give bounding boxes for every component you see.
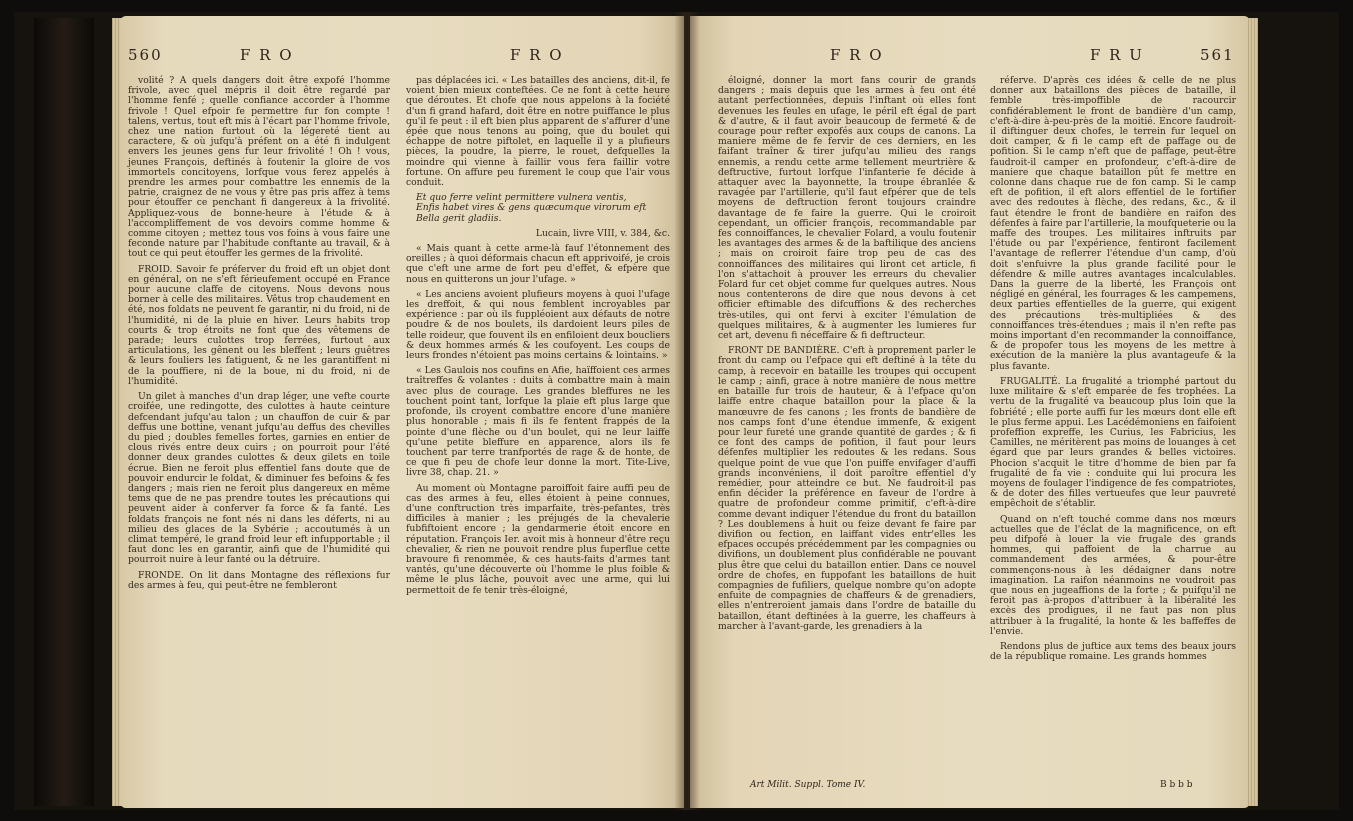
right-column-2 [990,76,1236,667]
signature-mark: B b b b [1160,780,1193,790]
left-page [120,16,684,808]
left-column-1 [128,76,390,596]
paragraph: réferve. D'après ces idées & celle de ne plus donner aux bataillons des pièces de bataille, il femble très-impoffible de racourcir confidérablement le front de bandière d'un camp, c'eft-à-dire à-peu-près de la moitié. Encore faudroit-il diftinguer deux chofes, le terrein fur lequel on doit camper, & fi le camp eft de paffage ou de pofition. Si le camp n'eft que de paffage, peut-être faudroit-il camper en profondeur, c'eft-à-dire de maniere que chaque bataillon pût fe mettre en colonne dans chaque rue de fon camp. Si le camp eft de pofition, il eft alors effentiel de le fortifier avec des redoutes à flèche, des redans, &c., & il faut étendre le front de bandière en raifon des défenfes à faire par l'artillerie, la moufqueterie ou la maffe des troupes. Les militaires inftruits par l'étude ou par l'expérience, fentiront facilement l'avantage de reflerrer l'étendue d'un camp, d'où doit s'enfuivre la plus grande facilité pour le défendre & mille autres avantages incalculables. Dans la guerre de la liberté, les François ont négligé en général, les fourrages & les campemens, deux parties effentielles de la guerre, qui exigent des précautions très-multipliées & des connoiffances très-étendues ; mais il n'en refte pas moins important d'en recommander la connoiffance, & de propofer tous les moyens de les mettre à exécution de la manière la plus avantageufe & la plus favante. [990,75,1236,372]
paragraph: Rendons plus de juftice aux tems des beaux jours de la république romaine. Les grands hommes [990,640,1236,663]
paragraph: FRONDE. On lit dans Montagne des réflexions fur des armes à feu, qui peut-être ne fembleront [128,569,390,591]
right-page-edges [1248,18,1258,806]
paragraph: Quand on n'eft touché comme dans nos mœurs actuelles que de l'éclat de la magnificence, on eft peu difpofé à louer la vie frugale des grands hommes, qui paffoient de la charrue au commandement des armées, & pour-être commençons-nous à les dédaigner dans notre imagination. La raifon néanmoins ne voudroit pas que nous en jugeaffions de la forte ; & puifqu'il ne feroit pas à-propos d'attribuer à la libéralité les excès des prodigues, il ne faut pas non plus attribuer à la frugalité, la honte & les baffeffes de l'envie. [990,513,1236,637]
paragraph: FROID. Savoir fe préferver du froid eft un objet dont en général, on ne s'eft férieufement occupé en France pour aucune claffe de citoyens. Nous devons nous borner à celle des militaires. Vêtus trop chaudement en été, nos foldats ne peuvent fe garantir, ni du froid, ni de l'humidité, ni de la pluie en hiver. Leurs habits trop courts & trop étroits ne font que des vêtemens de parade; leurs culottes trop ferrées, furtout aux articulations, les gênent ou les bleffent ; leurs guêtres & leurs fouliers les fatiguent, & ne les garantiffent ni de la pouffiere, ni de la boue, ni du froid, ni de l'humidité. [128,263,390,387]
left-running-head-2: F R O [510,46,564,64]
paragraph: FRONT DE BANDIÈRE. C'eft à proprement parler le front du camp ou l'efpace qui eft deftiné à la tête du camp, à recevoir en bataille les troupes qui occupent le camp ; ainfi, grace à notre manière de nous mettre en bataille fur trois de hauteur, & à l'efpace qu'on laiffe entre chaque bataillon pour la place & la manœuvre de fes canons ; les fronts de bandière de nos camps font d'une étendue immenfe, & exigent pour leur fureté une grande quantité de gardes ; & fi ce font des camps de pofition, il faut pour leurs défenfes multiplier les redoutes & les redans. Sous quelque point de vue que l'on puiffe envifager d'auffi grands inconvéniens, il doit paroître effentiel d'y remédier, pour atteindre ce but. Ne faudroit-il pas enfin décider la préférence en faveur de l'ordre à quatre de profondeur comme primitif, c'eft-à-dire comme devant indiquer l'étendue du front du bataillon ? Les doublemens à huit ou feize devant fe faire par divifion ou fection, en laiffant vides entr'elles les efpaces occupés précédemment par les compagnies ou divifions, un doublement plus confidérable ne pouvant plus être que celui du bataillon entier. Dans ce nouvel ordre de chofes, en fuppofant les bataillons de huit compagnies de fufiliers, quelque nombre qu'on adopte enfuite de compagnies de chaffeurs & de grenadiers, elles n'entreroient jamais dans l'ordre de bataille du bataillon, étant deftinées à la guerre, les chaffeurs à marcher à l'avant-garde, les grenadiers à la [718,345,976,632]
citation: Lucain, livre VIII, v. 384, &c. [535,227,670,239]
paragraph: « Les anciens avoient plufieurs moyens à quoi l'ufage les dreffoit, & qui nous femblent incroyables par expérience : par où ils fuppléoient aux défauts de notre poudre & de nos boulets, ils dardoient leurs piles de telle roideur, que fouvent ils en enfiloient deux boucliers & deux hommes armés & les coufoyent. Les coups de leurs frondes n'étoient pas moins certains & lointains. » [406,288,670,362]
paragraph: éloigné, donner la mort fans courir de grands dangers ; mais depuis que les armes à feu ont été autant perfectionnées, depuis l'inftant où elles font devenues les feules en ufage, le péril eft égal de part & d'autre, & il faut avoir beaucoup de fermeté & de courage pour refter expofés aux coups de canons. La maniere même de fe fervir de ces derniers, en les faifant traîner & tirer jufqu'au milieu des rangs ennemis, a rendu cette arme tellement meurtrière & deftructive, furtout lorfque l'infanterie fe décide à attaquer avec la bayonnette, la troupe ébranlée & ravagée par l'artillerie, qu'il faut efpérer que de tels moyens de deftruction feront toujours craindre davantage de fe faire la guerre. Qui le croiroit cependant, un officier françois, recommandable par fes connoiffances, le chevalier Folard, a voulu foutenir les avantages des armes & de la baftilique des anciens ; mais on croiroit faire trop peu de cas des connoiffances des militaires qui liront cet article, fi l'on s'attachoit à prouver les erreurs du chevalier Folard fur cet objet comme fur quelques autres. Nous nous contenterons de dire que nous devons à cet officier eftimable des difcuffions & des recherches très-utiles, qui ont fervi à exciter l'émulation de quelques militaires, & à augmenter les lumieres fur cet art, devenu fi néceffaire & fi deftructeur. [718,75,976,342]
right-page [690,16,1250,808]
paragraph: Au moment où Montagne paroiffoit faire auffi peu de cas des armes à feu, elles étoient à peine connues, d'une conftruction très imparfaite, très-pefantes, très difficiles à manier ; les préjugés de la chevalerie fubfiftoient encore ; la gendarmerie étoit encore en réputation. François Ier. avoit mis à honneur d'être reçu chevalier, & rien ne pouvoit rendre plus fuperflue cette bravoure fi renommée, & ces hauts-faits d'armes tant vantés, qu'une découverte où l'homme le plus foible & même le plus lâche, pouvoit avec une arme, qui lui permettoit de fe tenir très-éloigné, [406,482,670,596]
paragraph: volité ? A quels dangers doit être expofé l'homme frivole, avec quel mépris il doit être regardé par l'homme fenfé ; quelle confiance accorder à l'homme frivole ! Quel efpoir fe permettre fur fon compte ! talens, vertus, tout eft mis à l'écart par l'homme frivole, chez une nation furtout où la légereté tient au caractere, & où jufqu'à préfent on a été fi indulgent envers les jeunes gens fur leur frivolité ! Oh ! vous, jeunes François, deftinés à foutenir la gloire de vos immortels concitoyens, lorfque vous ferez appelés à prendre les armes pour combattre les ennemis de la patrie, craignez de ne vous y être pas pris affez à tems pour étouffer ce penchant fi dangereux à la frivolité. Appliquez-vous de bonne-heure à l'étude & à l'accompliffement de vos devoirs comme homme & comme citoyen ; mettez tous vos foins à vous faire une feconde nature par l'habitude conftante au travail, & à tout ce qui peut étouffer les germes de la frivolité. [128,75,390,260]
book-cover-edge [34,18,94,806]
right-running-head-2: F R U [1090,46,1144,64]
book-gutter [674,12,700,810]
page-footer: Art Milit. Suppl. Tome IV. [750,780,866,790]
left-running-head-1: F R O [240,46,294,64]
left-column-2 [406,76,670,601]
right-column-1 [718,76,976,637]
paragraph: FRUGALITÉ. La frugalité a triomphé partout du luxe militaire & s'eft emparée de fes trophées. La vertu de la frugalité va beaucoup plus loin que la fobriété ; elle porte auffi fur les mœurs dont elle eft le plus ferme appui. Les Lacédémoniens en faifoient profeffion expreffe, les Curius, les Fabricius, les Camilles, ne méritèrent pas moins de louanges à cet égard que par leurs grandes & belles victoires. Phocion s'acquit le titre d'homme de bien par fa frugalité de fa vie : conduite qui lui procura les moyens de foulager l'indigence de fes compatriotes, & de doter des filles vertueufes que leur pauvreté empêchoit de s'établir. [990,375,1236,510]
paragraph: Un gilet à manches d'un drap léger, une vefte courte croifée, une redingotte, des culottes à haute ceinture defcendant jufqu'au talon ; un chauffon de cuir & par deffus une bottine, venant jufqu'au deffus des chevilles du pied ; doubles femelles fortes, garnies en entier de clous rivés entre deux cuirs ; on pourroit pour l'été donner deux grandes culottes & deux gilets en toile écrue. Bien ne feroit plus effentiel fans doute que de pouvoir endurcir le foldat, & diminuer fes befoins & fes dangers ; mais rien ne feroit plus dangereux en même tems que de ne pas prendre toutes les précautions qui peuvent aider à conferver fa force & fa fanté. Les foldats françois ne font nés ni dans les déferts, ni au milieu des glaces de la Sybérie ; accoutumés à un climat tempéré, le grand froid leur eft infupportable ; il faut donc les en garantir, ainfi que de l'humidité qui pourroit nuire à leur fanté ou la détruire. [128,391,390,566]
book-spread [14,12,1339,810]
left-page-number: 560 [128,46,163,64]
right-running-head-1: F R O [830,46,884,64]
latin-quote: Et quo ferre velint permittere vulnera ventis, Enfis habet vires & gens quæcumque virorum eft Bella gerit gladiis. [416,192,647,224]
paragraph: « Mais quant à cette arme-là fauf l'étonnement des oreilles ; à quoi déformais chacun eft apprivoifé, je crois que c'eft une arme de fort peu d'effet, & efpère que nous en quitterons un jour l'ufage. » [406,243,670,285]
paragraph: « Les Gaulois nos coufins en Afie, haïffoient ces armes traîtreffes & volantes : duits à combattre main à main avec plus de courage. Les grandes bleffures ne les touchent point tant, lorfque la plaie eft plus large que profonde, ils croyent combattre encore d'une manière plus honorable ; mais fi ils fe fentent frappés de la pointe d'une flèche ou d'un boulet, qui ne leur laiffe qu'une petite bleffure en apparence, alors ils fe touchent par terre tranfportés de rage & de honte, de ce que fi peu de chofe leur donne la mort. Tite-Live, livre 38, chap. 21. » [406,365,670,479]
right-page-number: 561 [1200,46,1235,64]
paragraph: pas déplacées ici. « Les batailles des anciens, dit-il, fe voient bien mieux conteftées. Ce ne font à cette heure que déroutes. Et chofe que nous appelons à la fociété d'un fi grand hafard, doit être en notre puiffance le plus qu'il fe peut : il eft bien plus apparent de s'affurer d'une épée que nous tenons au poing, que du boulet qui échappe de notre piftolet, en laquelle il y a plufieurs pièces, la poudre, la pierre, le rouet, defquelles la moindre qui vienne à faillir vous fera faillir votre fortune. On affure peu furement le coup que l'air vous conduit. [406,75,670,189]
